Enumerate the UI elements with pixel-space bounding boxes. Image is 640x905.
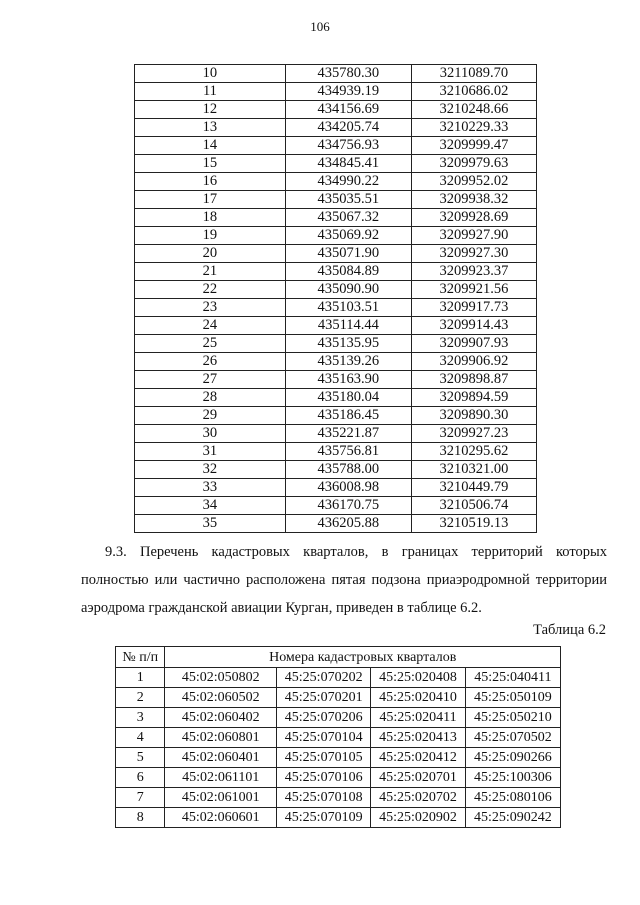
coordinate-y: 3209917.73 <box>411 299 536 317</box>
coordinate-y: 3210248.66 <box>411 101 536 119</box>
coordinate-y: 3209898.87 <box>411 371 536 389</box>
point-number: 18 <box>135 209 286 227</box>
paragraph-line-1: 9.3. Перечень кадастровых кварталов, в границах территорий которых <box>105 544 607 560</box>
header-number: № п/п <box>116 647 165 668</box>
coordinate-y: 3209979.63 <box>411 155 536 173</box>
table-row <box>116 708 561 728</box>
point-number: 33 <box>135 479 286 497</box>
coordinate-x: 435103.51 <box>285 299 411 317</box>
page-number: 106 <box>310 19 330 34</box>
cadastral-block-number: 45:25:020412 <box>371 748 465 768</box>
coordinate-x: 435788.00 <box>285 461 411 479</box>
row-number: 3 <box>116 708 165 728</box>
table-row <box>135 173 537 191</box>
row-number: 8 <box>116 808 165 828</box>
paragraph-line-2: полностью или частично расположена пятая подзона приаэродромной территории <box>81 572 607 588</box>
coordinate-y: 3209894.59 <box>411 389 536 407</box>
point-number: 34 <box>135 497 286 515</box>
table-row <box>135 443 537 461</box>
table-row <box>116 768 561 788</box>
coordinate-x: 435069.92 <box>285 227 411 245</box>
coordinate-x: 435780.30 <box>285 65 411 83</box>
point-number: 14 <box>135 137 286 155</box>
coordinate-y: 3209890.30 <box>411 407 536 425</box>
coordinate-x: 435067.32 <box>285 209 411 227</box>
point-number: 10 <box>135 65 286 83</box>
point-number: 21 <box>135 263 286 281</box>
cadastral-block-number: 45:25:090266 <box>465 748 560 768</box>
paragraph-line-3: аэродрома гражданской авиации Курган, приведен в таблице 6.2. <box>81 600 482 616</box>
coordinate-x: 434756.93 <box>285 137 411 155</box>
coordinate-y: 3209927.30 <box>411 245 536 263</box>
coordinate-x: 434205.74 <box>285 119 411 137</box>
table-row <box>116 748 561 768</box>
row-number: 7 <box>116 788 165 808</box>
coordinate-x: 435084.89 <box>285 263 411 281</box>
coordinate-x: 435071.90 <box>285 245 411 263</box>
cadastral-block-number: 45:25:020411 <box>371 708 465 728</box>
coordinate-y: 3210686.02 <box>411 83 536 101</box>
coordinate-y: 3209927.90 <box>411 227 536 245</box>
coordinate-y: 3209906.92 <box>411 353 536 371</box>
point-number: 15 <box>135 155 286 173</box>
coordinate-y: 3209928.69 <box>411 209 536 227</box>
coordinate-y: 3209923.37 <box>411 263 536 281</box>
table-row <box>135 137 537 155</box>
coordinate-y: 3209938.32 <box>411 191 536 209</box>
point-number: 24 <box>135 317 286 335</box>
coordinate-x: 434156.69 <box>285 101 411 119</box>
row-number: 2 <box>116 688 165 708</box>
coordinate-y: 3210321.00 <box>411 461 536 479</box>
point-number: 29 <box>135 407 286 425</box>
coordinates-table-body <box>135 65 537 533</box>
table-row <box>135 317 537 335</box>
point-number: 35 <box>135 515 286 533</box>
coordinate-x: 434845.41 <box>285 155 411 173</box>
coordinate-x: 436170.75 <box>285 497 411 515</box>
point-number: 23 <box>135 299 286 317</box>
cadastral-block-number: 45:25:070201 <box>277 688 371 708</box>
table-row <box>135 335 537 353</box>
point-number: 32 <box>135 461 286 479</box>
cadastral-block-number: 45:02:060402 <box>165 708 277 728</box>
table-row <box>116 728 561 748</box>
table-row <box>116 788 561 808</box>
coordinate-x: 435186.45 <box>285 407 411 425</box>
point-number: 11 <box>135 83 286 101</box>
cadastral-block-number: 45:25:020410 <box>371 688 465 708</box>
cadastral-block-number: 45:02:061101 <box>165 768 277 788</box>
cadastral-block-number: 45:25:070109 <box>277 808 371 828</box>
point-number: 17 <box>135 191 286 209</box>
cadastral-block-number: 45:02:060401 <box>165 748 277 768</box>
point-number: 26 <box>135 353 286 371</box>
point-number: 13 <box>135 119 286 137</box>
point-number: 27 <box>135 371 286 389</box>
table-row <box>135 83 537 101</box>
cadastral-block-number: 45:02:060601 <box>165 808 277 828</box>
table-row <box>135 353 537 371</box>
coordinate-y: 3210295.62 <box>411 443 536 461</box>
cadastral-block-number: 45:25:050109 <box>465 688 560 708</box>
table-row <box>135 389 537 407</box>
table-row <box>135 461 537 479</box>
cadastral-block-number: 45:02:060801 <box>165 728 277 748</box>
coordinate-y: 3210519.13 <box>411 515 536 533</box>
coordinate-x: 435180.04 <box>285 389 411 407</box>
table-row <box>135 281 537 299</box>
table-row <box>116 688 561 708</box>
cadastral-block-number: 45:02:060502 <box>165 688 277 708</box>
table-row <box>116 668 561 688</box>
coordinate-y: 3209999.47 <box>411 137 536 155</box>
coordinate-y: 3211089.70 <box>411 65 536 83</box>
coordinate-x: 436205.88 <box>285 515 411 533</box>
coordinate-y: 3209914.43 <box>411 317 536 335</box>
coordinate-y: 3210449.79 <box>411 479 536 497</box>
table-row <box>135 263 537 281</box>
row-number: 1 <box>116 668 165 688</box>
cadastral-table-body <box>116 647 561 828</box>
cadastral-block-number: 45:25:020408 <box>371 668 465 688</box>
table-row <box>135 227 537 245</box>
table-row <box>135 191 537 209</box>
table-row <box>135 101 537 119</box>
point-number: 30 <box>135 425 286 443</box>
table-row <box>116 808 561 828</box>
row-number: 5 <box>116 748 165 768</box>
cadastral-block-number: 45:25:090242 <box>465 808 560 828</box>
coordinate-y: 3209907.93 <box>411 335 536 353</box>
cadastral-block-number: 45:25:070106 <box>277 768 371 788</box>
coordinate-x: 435035.51 <box>285 191 411 209</box>
cadastral-block-number: 45:25:070108 <box>277 788 371 808</box>
table-row <box>135 65 537 83</box>
point-number: 20 <box>135 245 286 263</box>
cadastral-block-number: 45:25:040411 <box>465 668 560 688</box>
coordinate-x: 434990.22 <box>285 173 411 191</box>
coordinate-x: 435135.95 <box>285 335 411 353</box>
cadastral-blocks-table <box>115 646 561 828</box>
point-number: 22 <box>135 281 286 299</box>
row-number: 4 <box>116 728 165 748</box>
cadastral-block-number: 45:25:020702 <box>371 788 465 808</box>
row-number: 6 <box>116 768 165 788</box>
table-caption: Таблица 6.2 <box>533 622 606 638</box>
cadastral-block-number: 45:25:070202 <box>277 668 371 688</box>
cadastral-block-number: 45:25:070502 <box>465 728 560 748</box>
cadastral-block-number: 45:25:080106 <box>465 788 560 808</box>
table-row <box>135 407 537 425</box>
table-row <box>135 479 537 497</box>
point-number: 31 <box>135 443 286 461</box>
table-row <box>135 299 537 317</box>
cadastral-block-number: 45:25:020413 <box>371 728 465 748</box>
point-number: 16 <box>135 173 286 191</box>
coordinate-x: 435090.90 <box>285 281 411 299</box>
coordinate-y: 3209952.02 <box>411 173 536 191</box>
coordinate-x: 436008.98 <box>285 479 411 497</box>
cadastral-block-number: 45:02:050802 <box>165 668 277 688</box>
coordinate-x: 435163.90 <box>285 371 411 389</box>
table-row <box>135 497 537 515</box>
cadastral-block-number: 45:25:070104 <box>277 728 371 748</box>
table-row <box>135 515 537 533</box>
table-row <box>135 371 537 389</box>
point-number: 28 <box>135 389 286 407</box>
coordinate-y: 3209927.23 <box>411 425 536 443</box>
coordinate-x: 434939.19 <box>285 83 411 101</box>
cadastral-block-number: 45:02:061001 <box>165 788 277 808</box>
coordinate-y: 3210506.74 <box>411 497 536 515</box>
cadastral-block-number: 45:25:100306 <box>465 768 560 788</box>
table-row <box>135 155 537 173</box>
point-number: 19 <box>135 227 286 245</box>
cadastral-block-number: 45:25:070206 <box>277 708 371 728</box>
coordinate-y: 3209921.56 <box>411 281 536 299</box>
coordinate-x: 435221.87 <box>285 425 411 443</box>
coordinate-x: 435756.81 <box>285 443 411 461</box>
table-row <box>135 209 537 227</box>
table-row <box>135 425 537 443</box>
cadastral-block-number: 45:25:020701 <box>371 768 465 788</box>
cadastral-block-number: 45:25:050210 <box>465 708 560 728</box>
table-row <box>135 119 537 137</box>
cadastral-block-number: 45:25:070105 <box>277 748 371 768</box>
header-cadastral-blocks: Номера кадастровых кварталов <box>165 647 561 668</box>
cadastral-block-number: 45:25:020902 <box>371 808 465 828</box>
coordinate-y: 3210229.33 <box>411 119 536 137</box>
coordinate-x: 435114.44 <box>285 317 411 335</box>
coordinate-x: 435139.26 <box>285 353 411 371</box>
coordinates-table <box>134 64 537 533</box>
table-row <box>135 245 537 263</box>
point-number: 25 <box>135 335 286 353</box>
point-number: 12 <box>135 101 286 119</box>
table-header-row <box>116 647 561 668</box>
